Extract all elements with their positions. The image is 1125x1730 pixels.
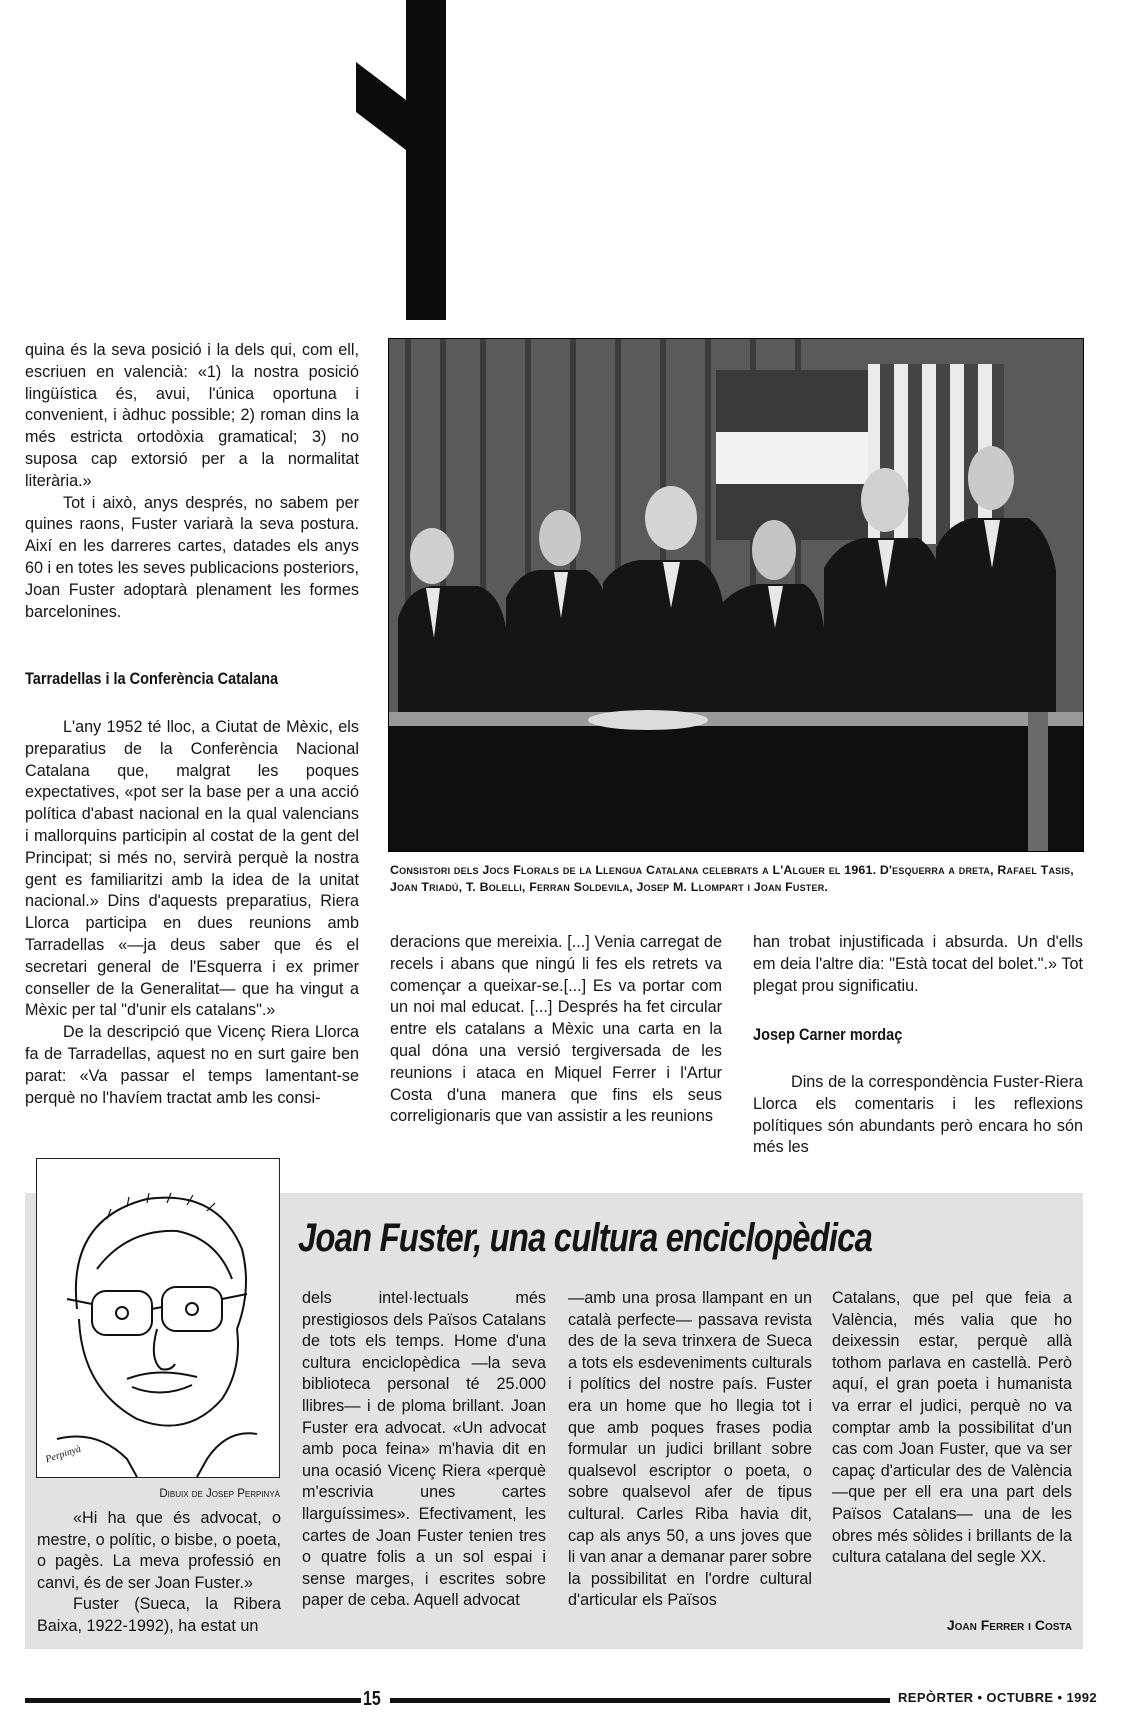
portrait-frame xyxy=(36,1158,280,1478)
photo-caption: Consistori dels Jocs Florals de la Llengua Catalana celebrats a L'Alguer el 1961. D'esquerra a dreta, Rafael Tasis, Joan Triadú, T. Bolelli, Ferran Soldevila, Josep M. Llompart i Joan Fuster. xyxy=(390,863,1074,894)
article-column-3-continued xyxy=(753,1072,1083,1159)
group-photo xyxy=(388,338,1084,852)
section-subhead: Tarradellas i la Conferència Catalana xyxy=(25,670,279,688)
page-number: 15 xyxy=(363,1688,381,1710)
box-headline: Joan Fuster, una cultura enciclopèdica xyxy=(298,1216,872,1260)
article-column-3 xyxy=(753,932,1083,997)
publication-line: REPÒRTER • OCTUBRE • 1992 xyxy=(898,1690,1097,1705)
box-author: Joan Ferrer i Costa xyxy=(946,1617,1072,1633)
paragraph: Dins de la correspondència Fuster-Riera Llorca els comentaris i les reflexions polítiques són abundants però encara ho són més les xyxy=(753,1073,1083,1157)
portrait-drawing xyxy=(37,1159,279,1477)
quote-paragraph: «Hi ha que és advocat, o mestre, o polític, o bisbe, o poeta, o pagès. La meva professió en canvi, és de ser Joan Fuster.» xyxy=(37,1509,281,1592)
article-column-1-continued xyxy=(25,717,359,1109)
box-column-a: dels intel·lectuals més prestigiosos dels Països Catalans de tots els temps. Home d'una cultura enciclopèdica —la seva biblioteca personal té 25.000 llibres— i de ploma brillant. Joan Fuster era advocat. «Un advocat amb poca feina» m'havia dit en una ocasió Vicenç Riera «perquè m'escrivia unes cartes llarguíssimes». Efectivament, les cartes de Joan Fuster tenien tres o quatre folis a un sol espai i sense marges, i escrites sobre paper de ceba. Aquell advocat xyxy=(302,1289,546,1610)
section-subhead: Josep Carner mordaç xyxy=(753,1026,903,1044)
magazine-logo-shape xyxy=(356,0,446,320)
paragraph: Tot i això, anys després, no sabem per quines raons, Fuster variarà la seva postura. Així en les darreres cartes, datades els anys 60 i en totes les seves publicacions posteriors, Joan Fuster adoptarà plenament les formes barcelonines. xyxy=(25,493,359,621)
paragraph: L'any 1952 té lloc, a Ciutat de Mèxic, els preparatius de la Conferència Nacional Catalana que, malgrat les poques expectatives, «pot ser la base per a una acció política d'abast nacional en la qual valencians i mallorquins participin al costat de la gent del Principat; si més no, servirà perquè la nostra gent es familiaritzi amb la idea de la unitat nacional.» Dins d'aquests preparatius, Riera Llorca participa en dues reunions amb Tarradellas «—ja deus saber que és el secretari general de l'Esquerra i ex primer conseller de la Generalitat— que ha vingut a Mèxic per tal "d'unir els catalans".» xyxy=(25,718,359,1020)
box-left-text xyxy=(37,1508,281,1638)
paragraph: deracions que mereixia. [...] Venia carregat de recels i abans que ningú li fes els retrets va començar a queixar-se.[...] Es va portar com un noi mal educat. [...] Després ha fet circular entre els catalans a Mèxic una carta en la qual dóna una versió tergiversada de les reunions i ataca en Miquel Ferrer i l'Artur Costa d'una manera que fins els seus correligionaris que van assistir a les reunions xyxy=(390,933,722,1126)
paragraph: quina és la seva posició i la dels qui, com ell, escriuen en valencià: «1) la nostra posició lingüística és, avui, l'única oportuna i convenient, i àdhuc possible; 2) roman dins la més estricta ortodòxia gramatical; 3) no suposa cap extorsió per a la normalitat literària.» xyxy=(25,341,359,490)
article-column-1 xyxy=(25,340,359,623)
article-column-2 xyxy=(390,932,722,1128)
box-column-c: Catalans, que pel que feia a València, més valia que ho deixessin estar, perquè allà tothom parlava en castellà. Però aquí, el gran poeta i humanista va errar el judici, perquè no va comptar amb la possibilitat d'un cas com Joan Fuster, que va ser capaç d'articular des de València —que per ell era una part dels Països Catalans— una de les obres més sòlides i brillants de la cultura catalana del segle XX. xyxy=(832,1289,1072,1567)
footer-rule-right xyxy=(390,1698,890,1703)
box-column-b: —amb una prosa llampant en un català perfecte— passava revista des de la seva trinxera de Sueca a tots els esdeveniments culturals i polítics del nostre país. Fuster era un home que ho llegia tot i que amb poques frases podia formular un judici brillant sobre qualsevol escriptor o poeta, o sobre qualsevol afer de tipus cultural. Carles Riba havia dit, cap als anys 50, a uns joves que li van anar a demanar parer sobre la possibilitat en l'ordre cultural d'articular els Països xyxy=(568,1289,812,1610)
signature-text: Perpinyà xyxy=(44,1443,83,1466)
footer-rule-left xyxy=(25,1698,361,1703)
paragraph: Fuster (Sueca, la Ribera Baixa, 1922-1992), ha estat un xyxy=(37,1595,281,1635)
paragraph: De la descripció que Vicenç Riera Llorca fa de Tarradellas, aquest no en surt gaire ben parat: «Va passar el temps lamentant-se perquè no l'havíem tractat amb les consi- xyxy=(25,1023,359,1107)
drawing-credit: Dibuix de Josep Perpinyà xyxy=(159,1488,280,1500)
paragraph: han trobat injustificada i absurda. Un d'ells em deia l'altre dia: "Està tocat del bolet.".» Tot plegat prou significatiu. xyxy=(753,933,1083,995)
